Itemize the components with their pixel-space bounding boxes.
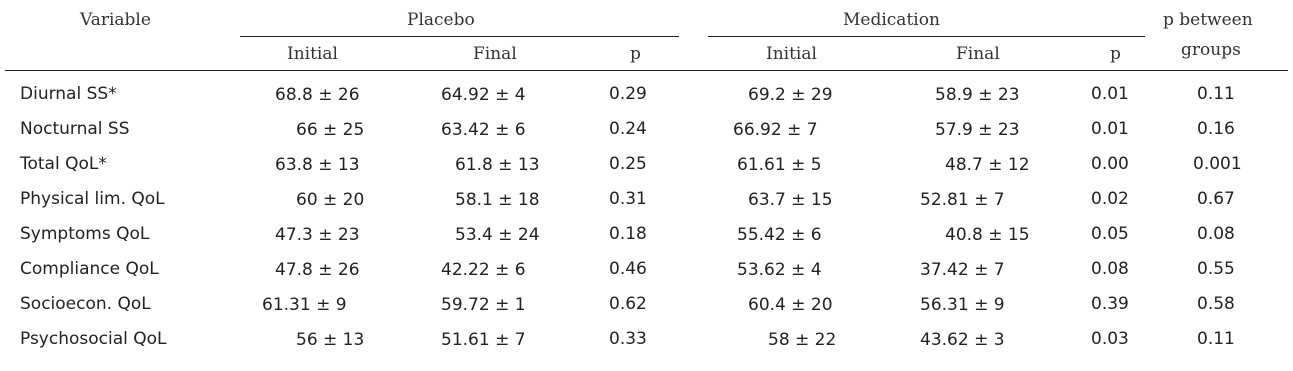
row-placebo-final: 51.61 ± 7: [441, 330, 526, 350]
row-p-between: 0.08: [1197, 224, 1235, 244]
header-placebo: Placebo: [407, 10, 475, 30]
row-p-between: 0.11: [1197, 84, 1235, 104]
row-placebo-p: 0.24: [609, 119, 647, 139]
row-medication-final: 57.9 ± 23: [935, 120, 1020, 140]
row-variable: Diurnal SS*: [20, 84, 117, 104]
header-placebo-final: Final: [473, 44, 517, 64]
row-placebo-p: 0.33: [609, 329, 647, 349]
row-medication-p: 0.03: [1091, 329, 1129, 349]
row-medication-final: 48.7 ± 12: [945, 155, 1030, 175]
row-variable: Nocturnal SS: [20, 119, 130, 139]
row-placebo-final: 64.92 ± 4: [441, 85, 526, 105]
row-variable: Socioecon. QoL: [20, 294, 151, 314]
row-medication-final: 37.42 ± 7: [920, 260, 1005, 280]
row-placebo-initial: 61.31 ± 9: [262, 295, 347, 315]
row-placebo-p: 0.18: [609, 224, 647, 244]
header-medication: Medication: [843, 10, 940, 30]
row-medication-p: 0.39: [1091, 294, 1129, 314]
row-placebo-final: 59.72 ± 1: [441, 295, 526, 315]
medication-header-rule: [708, 36, 1145, 37]
row-variable: Psychosocial QoL: [20, 329, 167, 349]
row-p-between: 0.58: [1197, 294, 1235, 314]
row-medication-initial: 60.4 ± 20: [748, 295, 833, 315]
row-variable: Physical lim. QoL: [20, 189, 165, 209]
header-medication-p: p: [1110, 44, 1121, 64]
row-medication-p: 0.00: [1091, 154, 1129, 174]
row-placebo-final: 58.1 ± 18: [455, 190, 540, 210]
row-placebo-initial: 68.8 ± 26: [275, 85, 360, 105]
row-medication-p: 0.01: [1091, 84, 1129, 104]
row-medication-p: 0.05: [1091, 224, 1129, 244]
row-medication-initial: 53.62 ± 4: [737, 260, 822, 280]
row-medication-initial: 58 ± 22: [768, 330, 837, 350]
row-p-between: 0.55: [1197, 259, 1235, 279]
row-medication-final: 56.31 ± 9: [920, 295, 1005, 315]
row-medication-final: 58.9 ± 23: [935, 85, 1020, 105]
placebo-header-rule: [240, 36, 679, 37]
header-placebo-initial: Initial: [287, 44, 338, 64]
row-medication-final: 43.62 ± 3: [920, 330, 1005, 350]
row-medication-initial: 55.42 ± 6: [737, 225, 822, 245]
row-placebo-p: 0.46: [609, 259, 647, 279]
row-p-between: 0.67: [1197, 189, 1235, 209]
row-medication-initial: 69.2 ± 29: [748, 85, 833, 105]
header-medication-initial: Initial: [766, 44, 817, 64]
row-placebo-p: 0.31: [609, 189, 647, 209]
row-variable: Symptoms QoL: [20, 224, 150, 244]
row-medication-final: 40.8 ± 15: [945, 225, 1030, 245]
row-placebo-initial: 60 ± 20: [296, 190, 365, 210]
row-medication-initial: 66.92 ± 7: [733, 120, 818, 140]
row-placebo-initial: 56 ± 13: [296, 330, 365, 350]
header-medication-final: Final: [956, 44, 1000, 64]
row-placebo-final: 53.4 ± 24: [455, 225, 540, 245]
row-p-between: 0.001: [1193, 154, 1242, 174]
row-placebo-final: 61.8 ± 13: [455, 155, 540, 175]
row-placebo-final: 63.42 ± 6: [441, 120, 526, 140]
row-placebo-p: 0.29: [609, 84, 647, 104]
row-medication-p: 0.01: [1091, 119, 1129, 139]
row-medication-initial: 63.7 ± 15: [748, 190, 833, 210]
row-placebo-p: 0.62: [609, 294, 647, 314]
row-medication-p: 0.02: [1091, 189, 1129, 209]
header-bottom-rule: [5, 70, 1288, 71]
row-variable: Compliance QoL: [20, 259, 159, 279]
row-placebo-p: 0.25: [609, 154, 647, 174]
row-placebo-final: 42.22 ± 6: [441, 260, 526, 280]
row-medication-p: 0.08: [1091, 259, 1129, 279]
row-medication-initial: 61.61 ± 5: [737, 155, 822, 175]
header-variable: Variable: [80, 10, 151, 30]
row-placebo-initial: 47.8 ± 26: [275, 260, 360, 280]
row-placebo-initial: 66 ± 25: [296, 120, 365, 140]
row-placebo-initial: 63.8 ± 13: [275, 155, 360, 175]
row-p-between: 0.16: [1197, 119, 1235, 139]
row-variable: Total QoL*: [20, 154, 107, 174]
header-p-between-line1: p between: [1163, 10, 1253, 30]
row-placebo-initial: 47.3 ± 23: [275, 225, 360, 245]
header-placebo-p: p: [630, 44, 641, 64]
header-p-between-line2: groups: [1181, 40, 1241, 60]
row-medication-final: 52.81 ± 7: [920, 190, 1005, 210]
row-p-between: 0.11: [1197, 329, 1235, 349]
